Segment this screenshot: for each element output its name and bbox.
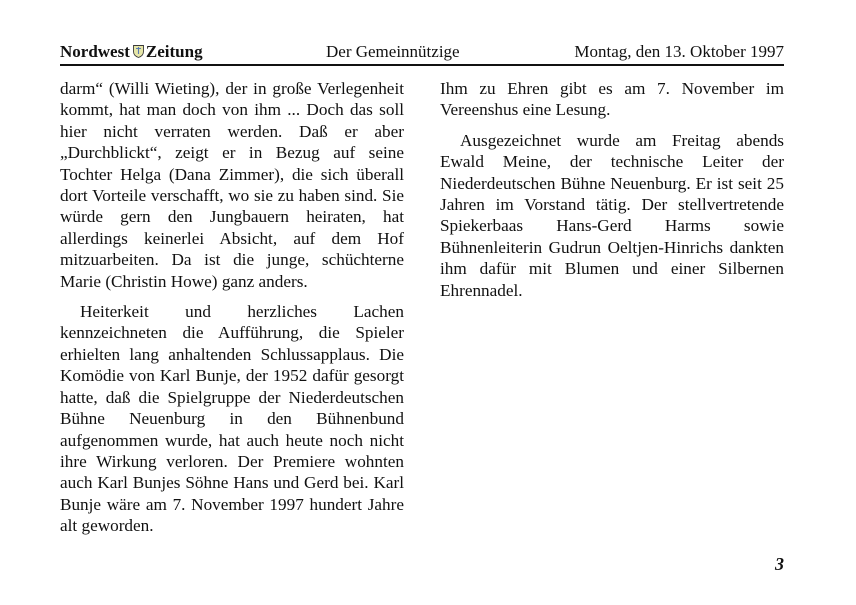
header-rule [60, 64, 784, 66]
masthead-right-word: Zeitung [145, 42, 203, 61]
page-header [60, 40, 784, 64]
coat-of-arms-icon [133, 45, 144, 58]
masthead [60, 40, 203, 64]
masthead-left-word: Nordwest [60, 42, 130, 61]
paragraph: darm“ (Willi Wieting), der in große Verlegenheit kommt, hat man doch von ihm ... Doch das soll hier nicht verraten werden. Daß er aber „Durchblickt“, zeigt er in Bezug auf seine Tochter Helga (Dana Zimmer), die sich überall dort Vorteile verschafft, wo sie zu haben sind. Sie würde gern den Jungbauern heiraten, hat allerdings keinerlei Absicht, auf dem Hof mitzuarbeiten. Da ist die junge, schüchterne Marie (Christin Howe) ganz anders. [60, 79, 404, 291]
page-number: 3 [775, 554, 784, 574]
right-column [440, 78, 784, 301]
paragraph: Heiterkeit und herzliches Lachen kennzeichneten die Aufführung, die Spieler erhielten lang anhaltenden Schlussapplaus. Die Komödie von Karl Bunje, der 1952 dafür gesorgt hatte, daß die Spielgruppe der Niederdeutschen Bühne Neuenburg in den Bühnenbund aufgenommen wurde, hat auch heute noch nicht ihre Wirkung verloren. Der Premiere wohnten auch Karl Bunjes Söhne Hans und Gerd bei. Karl Bunje wäre am 7. November 1997 hundert Jahre alt geworden. [60, 302, 404, 536]
paragraph: Ihm zu Ehren gibt es am 7. November im Vereenshus eine Lesung. [440, 79, 784, 120]
left-column [60, 78, 404, 537]
publication-title: Der Gemeinnützige [326, 42, 460, 61]
issue-date: Montag, den 13. Oktober 1997 [574, 42, 784, 61]
paragraph: Ausgezeichnet wurde am Freitag abends Ewald Meine, der technische Leiter der Niederdeutschen Bühne Neuenburg. Er ist seit 25 Jahren im Vorstand tätig. Der stellvertretende Spiekerbaas Hans-Gerd Harms sowie Bühnenleiterin Gudrun Oeltjen-Hinrichs dankten ihm dafür mit Blumen und einer Silbernen Ehrennadel. [440, 130, 784, 300]
